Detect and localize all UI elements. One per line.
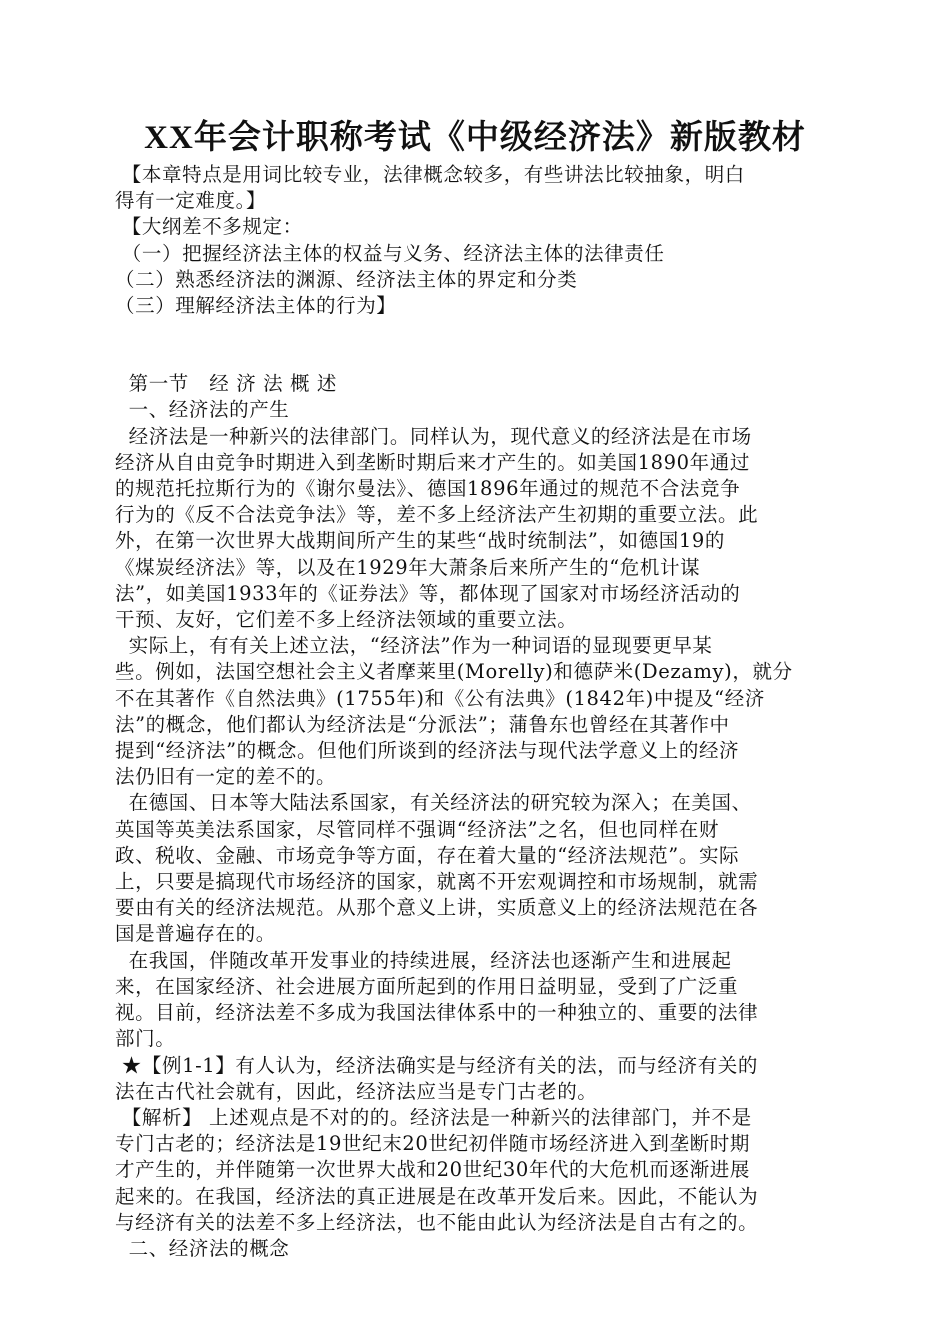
body-line: 国是普遍存在的。 <box>115 922 276 946</box>
body-line: 法”的概念，他们都认为经济法是“分派法”；蒲鲁东也曾经在其著作中 <box>115 712 730 736</box>
subsection-heading: 一、经济法的产生 <box>115 398 290 422</box>
body-line: 外，在第一次世界大战期间所产生的某些“战时统制法”，如德国19的 <box>115 529 725 553</box>
header-line: （一）把握经济法主体的权益与义务、经济法主体的法律责任 <box>115 241 665 265</box>
body-line: 在德国、日本等大陆法系国家，有关经济法的研究较为深入；在美国、 <box>115 791 752 815</box>
header-line: （二）熟悉经济法的渊源、经济法主体的界定和分类 <box>115 267 578 291</box>
body-line: 部门。 <box>115 1027 176 1051</box>
body-line: 法”，如美国1933年的《证券法》等，都体现了国家对市场经济活动的 <box>115 581 741 605</box>
page-title: XX年会计职称考试《中级经济法》新版教材 <box>144 120 806 156</box>
body-line: 不在其著作《自然法典》(1755年)和《公有法典》(1842年)中提及“经济 <box>115 686 765 710</box>
example-line: 法在古代社会就有，因此，经济法应当是专门古老的。 <box>115 1079 598 1103</box>
body-line: 法仍旧有一定的差不的。 <box>115 765 337 789</box>
section-title: 第一节 经 济 法 概 述 <box>115 372 337 396</box>
header-line: 【本章特点是用词比较专业，法律概念较多，有些讲法比较抽象，明白 <box>115 163 745 186</box>
body-line: 行为的《反不合法竞争法》等，差不多上经济法产生初期的重要立法。此 <box>115 503 759 527</box>
body-line: 视。目前，经济法差不多成为我国法律体系中的一种独立的、重要的法律 <box>115 1001 759 1025</box>
body-line: 上，只要是搞现代市场经济的国家，就离不开宏观调控和市场规制，就需 <box>115 870 759 894</box>
document-body <box>115 162 835 1262</box>
body-line: 要由有关的经济法规范。从那个意义上讲，实质意义上的经济法规范在各 <box>115 896 759 920</box>
header-line: （三）理解经济法主体的行为】 <box>115 294 397 318</box>
body-line: 在我国，伴随改革开发事业的持续进展，经济法也逐渐产生和进展起 <box>115 948 732 972</box>
body-line: 些。例如，法国空想社会主义者摩莱里(Morelly)和德萨米(Dezamy)，就分 <box>115 660 793 684</box>
body-line: 《煤炭经济法》等，以及在1929年大萧条后来所产生的“危机计谋 <box>115 555 701 579</box>
analysis-line: 专门古老的；经济法是19世纪末20世纪初伴随市场经济进入到垄断时期 <box>115 1132 750 1156</box>
body-line: 干预、友好，它们差不多上经济法领域的重要立法。 <box>115 608 578 632</box>
header-line: 【大纲差不多规定： <box>115 215 303 239</box>
analysis-line: 起来的。在我国，经济法的真正进展是在改革开发后来。因此，不能认为 <box>115 1184 759 1208</box>
body-line: 提到“经济法”的概念。但他们所谈到的经济法与现代法学意义上的经济 <box>115 739 740 763</box>
example-line: ★【例1-1】有人认为，经济法确实是与经济有关的法，而与经济有关的 <box>115 1053 759 1077</box>
body-line: 来，在国家经济、社会进展方面所起到的作用日益明显，受到了广泛重 <box>115 974 739 998</box>
spacer <box>115 319 835 371</box>
body-line: 的规范托拉斯行为的《谢尔曼法》、德国1896年通过的规范不合法竞争 <box>115 477 741 501</box>
analysis-line: 【解析】 上述观点是不对的的。经济法是一种新兴的法律部门，并不是 <box>115 1105 752 1129</box>
analysis-line: 与经济有关的法差不多上经济法，也不能由此认为经济法是自古有之的。 <box>115 1210 759 1234</box>
header-line: 得有一定难度。】 <box>115 189 267 213</box>
body-line: 英国等英美法系国家，尽管同样不强调“经济法”之名，但也同样在财 <box>115 817 720 841</box>
analysis-line: 才产生的，并伴随第一次世界大战和20世纪30年代的大危机而逐渐进展 <box>115 1158 750 1182</box>
body-line: 经济法是一种新兴的法律部门。同样认为，现代意义的经济法是在市场 <box>115 424 752 448</box>
body-line: 实际上，有有关上述立法，“经济法”作为一种词语的显现要更早某 <box>115 634 713 658</box>
body-line: 政、税收、金融、市场竞争等方面，存在着大量的“经济法规范”。实际 <box>115 843 740 867</box>
subsection-heading: 二、经济法的概念 <box>115 1236 290 1260</box>
body-line: 经济从自由竞争时期进入到垄断时期后来才产生的。如美国1890年通过 <box>115 450 750 474</box>
